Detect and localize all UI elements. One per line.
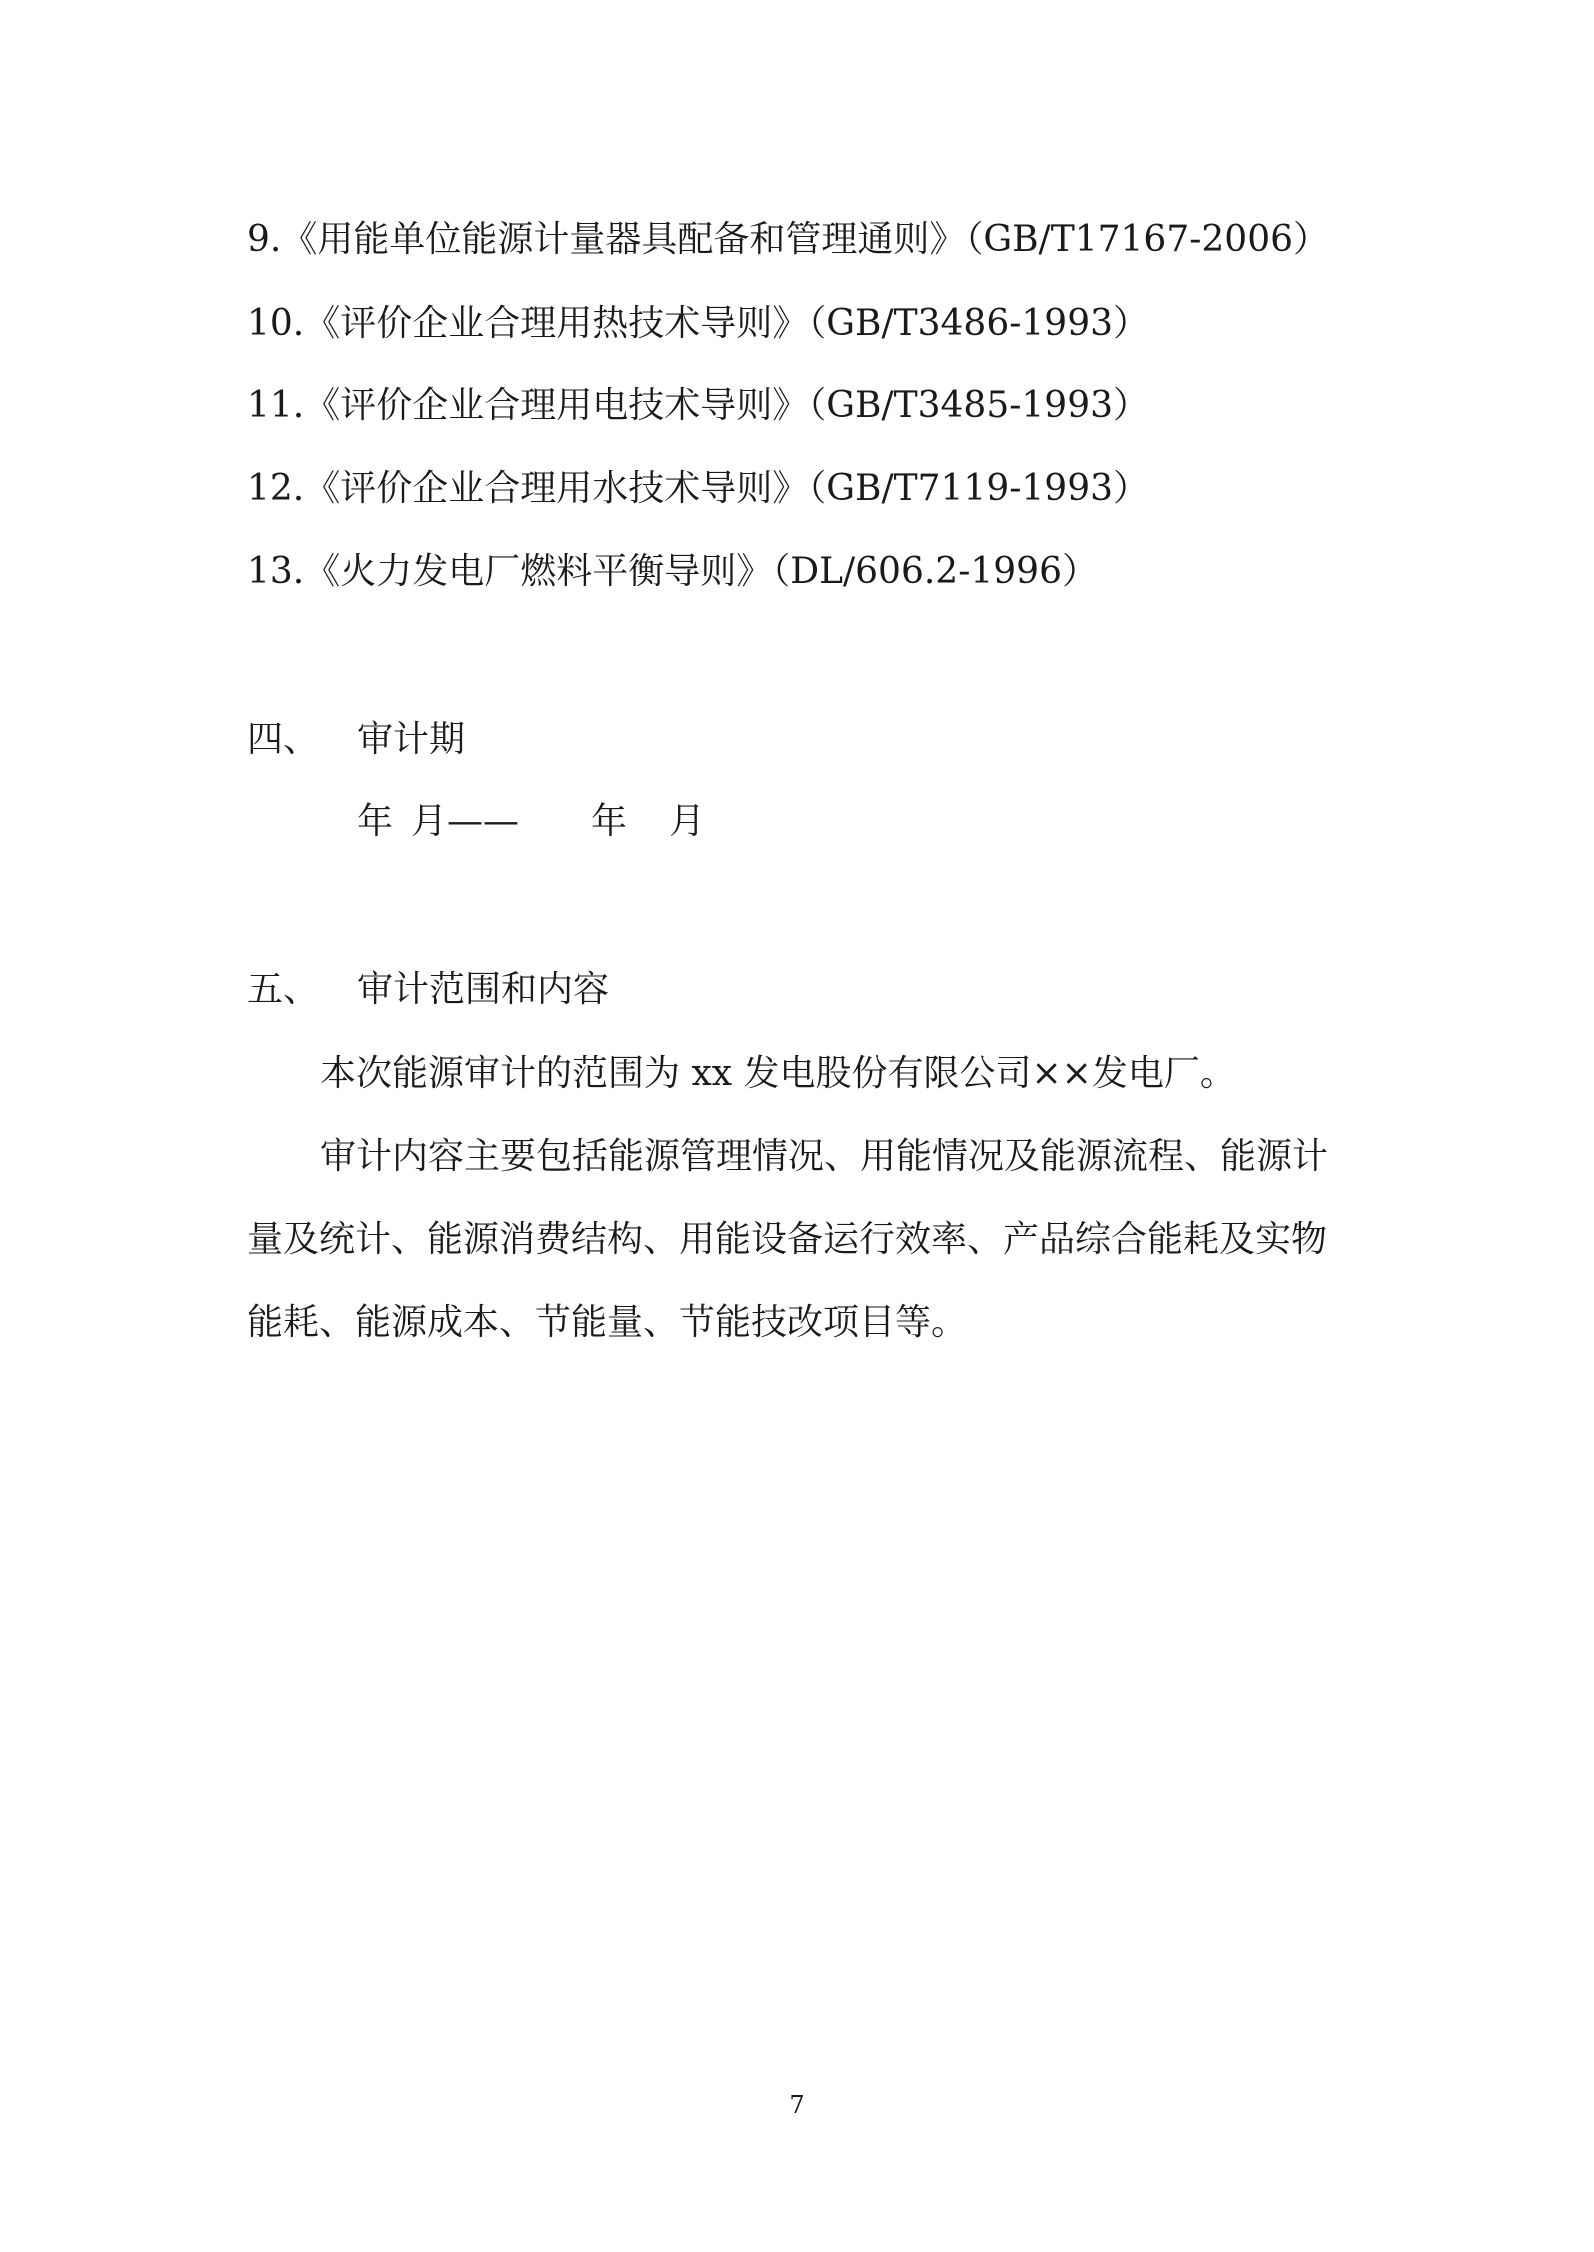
reference-item-11: 11.《评价企业合理用电技术导则》（GB/T3485-1993） <box>247 385 1150 426</box>
content-paragraph-line-2: 量及统计、能源消费结构、用能设备运行效率、产品综合能耗及实物 <box>247 1219 1328 1260</box>
section-5-heading <box>247 968 609 1012</box>
section-5-number: 五、 <box>247 969 320 1010</box>
reference-item-10: 10.《评价企业合理用热技术导则》（GB/T3486-1993） <box>247 303 1150 344</box>
period-year-2: 年 <box>591 801 628 842</box>
audit-period <box>357 800 705 844</box>
period-month-1: 月—— <box>411 801 520 842</box>
period-month-2: 月 <box>669 801 706 842</box>
reference-item-13: 13.《火力发电厂燃料平衡导则》（DL/606.2-1996） <box>247 551 1098 592</box>
page-number: 7 <box>789 2091 805 2119</box>
content-paragraph-line-3: 能耗、能源成本、节能量、节能技改项目等。 <box>247 1302 968 1343</box>
period-year-1: 年 <box>357 801 394 842</box>
section-4-heading <box>247 718 465 762</box>
reference-item-12: 12.《评价企业合理用水技术导则》（GB/T7119-1993） <box>247 468 1150 509</box>
scope-paragraph: 本次能源审计的范围为 xx 发电股份有限公司××发电厂。 <box>320 1053 1236 1094</box>
section-5-title: 审计范围和内容 <box>357 969 610 1010</box>
section-4-title: 审计期 <box>357 719 466 760</box>
content-paragraph-line-1: 审计内容主要包括能源管理情况、用能情况及能源流程、能源计 <box>320 1136 1329 1177</box>
reference-item-9: 9.《用能单位能源计量器具配备和管理通则》（GB/T17167-2006） <box>247 219 1330 260</box>
section-4-number: 四、 <box>247 719 320 760</box>
